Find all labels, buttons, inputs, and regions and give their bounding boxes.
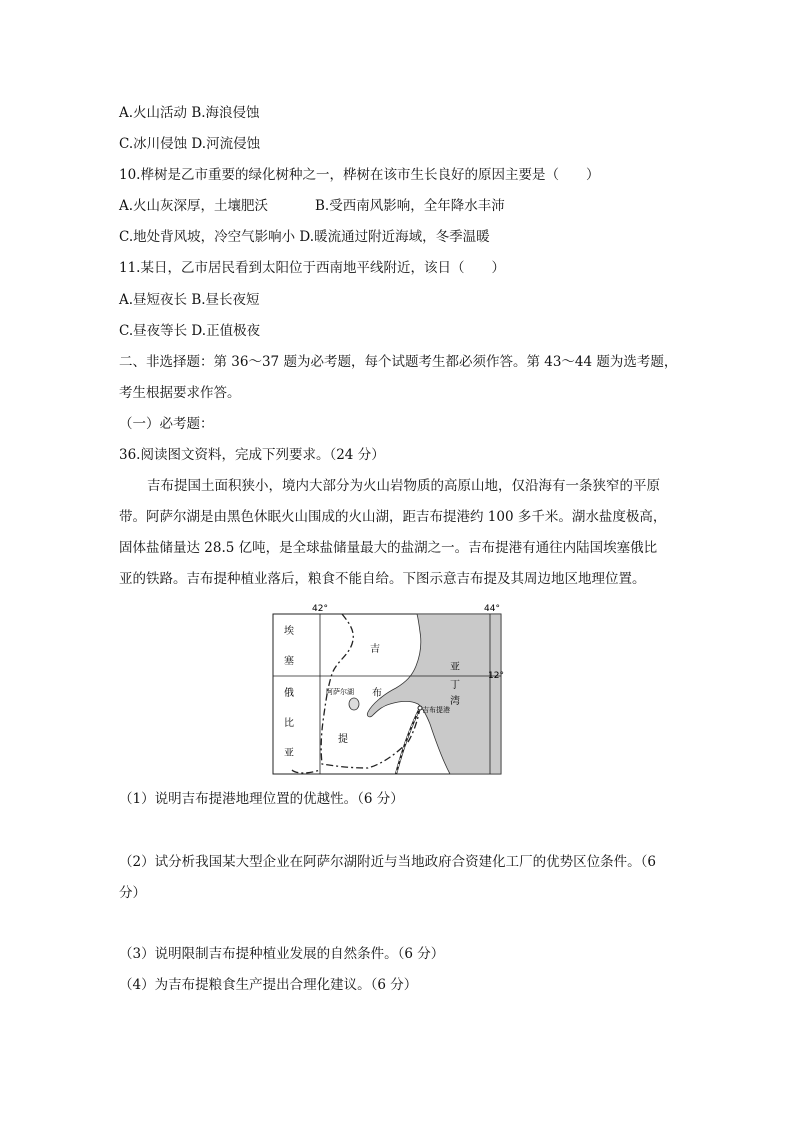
section-two-line2: 考生根据要求作答。 [119, 385, 241, 401]
q36-sub1: （1）说明吉布提港地理位置的优越性。（6 分） [119, 791, 404, 807]
lake-label: 阿萨尔湖 [326, 688, 354, 696]
q36-sub3: （3）说明限制吉布提种植业发展的自然条件。（6 分） [119, 946, 445, 962]
q36-sub4: （4）为吉布提粮食生产提出合理化建议。（6 分） [119, 977, 418, 993]
gulf-char-2: 丁 [450, 680, 460, 691]
q10-option-a: A.火山灰深厚，土壤肥沃 [119, 198, 269, 214]
gulf-char-1: 亚 [450, 662, 460, 673]
section-two-subtitle: （一）必考题： [119, 416, 214, 432]
q10-option-cd: C.地处背风坡，冷空气影响小 D.暖流通过附近海域，冬季温暖 [119, 229, 490, 245]
q9-option-ab: A.火山活动 B.海浪侵蚀 [119, 105, 260, 121]
lake-assal [349, 698, 359, 710]
port-label: 吉布提港 [422, 706, 450, 714]
q10-stem: 10.桦树是乙市重要的绿化树种之一，桦树在该市生长良好的原因主要是（ ） [119, 167, 600, 183]
q36-sub2-line2: 分） [119, 885, 146, 901]
section-two-line1: 二、非选择题：第 36～37 题为必考题，每个试题考生都必须作答。第 43～44 题为选考题， [119, 354, 678, 370]
gulf-char-3: 湾 [450, 696, 460, 707]
q10-option-b: B.受西南风影响，全年降水丰沛 [315, 198, 505, 214]
map-svg [272, 604, 504, 776]
djibouti-map [272, 604, 504, 776]
q11-option-ab: A.昼短夜长 B.昼长夜短 [119, 292, 260, 308]
q36-paragraph-line3: 固体盐储量达 28.5 亿吨，是全球盐储量最大的盐湖之一。吉布提港有通往内陆国埃塞俄比 [119, 540, 658, 556]
lon-left-label: 42° [312, 604, 328, 614]
djibouti-char-2: 布 [372, 688, 382, 699]
q36-paragraph-line2: 带。阿萨尔湖是由黑色休眠火山围成的火山湖，距吉布提港约 100 多千米。湖水盐度极高， [119, 509, 667, 525]
ethiopia-char-1: 埃 [284, 626, 294, 637]
q11-option-cd: C.昼夜等长 D.正值极夜 [119, 323, 261, 339]
ethiopia-char-5: 亚 [284, 748, 294, 759]
djibouti-char-1: 吉 [370, 644, 380, 655]
ethiopia-char-3: 俄 [284, 688, 294, 699]
q36-sub2-line1: （2）试分析我国某大型企业在阿萨尔湖附近与当地政府合资建化工厂的优势区位条件。（6 [119, 854, 656, 870]
djibouti-char-3: 提 [338, 734, 348, 745]
lon-right-label: 44° [484, 604, 500, 614]
q36-paragraph-line1: 吉布提国土面积狭小，境内大部分为火山岩物质的高原山地，仅沿海有一条狭窄的平原 [147, 478, 660, 494]
lat-label: 12° [488, 671, 504, 681]
q36-stem: 36.阅读图文资料，完成下列要求。（24 分） [119, 447, 385, 463]
q36-paragraph-line4: 亚的铁路。吉布提种植业落后，粮食不能自给。下图示意吉布提及其周边地区地理位置。 [119, 571, 646, 587]
q9-option-cd: C.冰川侵蚀 D.河流侵蚀 [119, 136, 261, 152]
ethiopia-char-4: 比 [284, 718, 294, 729]
q11-stem: 11.某日，乙市居民看到太阳位于西南地平线附近，该日（ ） [119, 260, 505, 276]
ethiopia-char-2: 塞 [284, 656, 294, 667]
